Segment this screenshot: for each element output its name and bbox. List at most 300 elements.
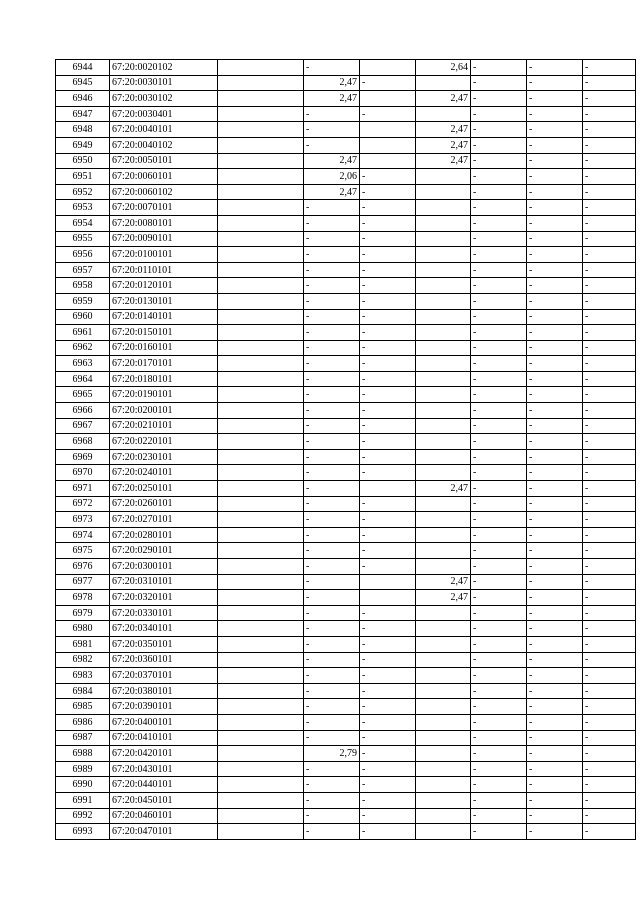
value-cell-f [471, 512, 527, 528]
data-table [55, 59, 636, 840]
value-cell-g [527, 137, 583, 153]
cell-text: 6945 [72, 77, 93, 89]
cell-text: - [362, 560, 366, 572]
cell-text: - [473, 794, 477, 806]
cell-text: - [529, 77, 533, 89]
value-cell-h [583, 418, 636, 434]
table-row [56, 481, 636, 497]
value-cell-g [527, 247, 583, 263]
cell-text: - [473, 701, 477, 713]
value-cell-h [583, 543, 636, 559]
cell-text: - [585, 810, 589, 822]
cell-text: - [473, 747, 477, 759]
cell-text: - [306, 404, 310, 416]
value-cell-f [471, 636, 527, 652]
value-cell-e [416, 652, 471, 668]
cell-text: 6964 [72, 373, 93, 385]
cell-text: - [362, 747, 366, 759]
value-cell-g [527, 512, 583, 528]
cell-text: 67:20:0370101 [112, 669, 173, 681]
table-row [56, 605, 636, 621]
cell-text: - [362, 77, 366, 89]
value-cell-h [583, 824, 636, 840]
row-number-cell [56, 668, 110, 684]
cadastral-code-cell [110, 730, 218, 746]
cell-text: - [585, 451, 589, 463]
value-cell-d [360, 496, 416, 512]
empty-cell [218, 137, 304, 153]
cell-text: 2,47 [450, 124, 468, 136]
cell-text: - [306, 623, 310, 635]
cadastral-code-cell [110, 559, 218, 575]
value-cell-h [583, 465, 636, 481]
value-cell-e [416, 106, 471, 122]
cell-text: - [306, 139, 310, 151]
cell-text: 67:20:0200101 [112, 404, 173, 416]
cell-text: - [306, 420, 310, 432]
value-cell-c [304, 418, 360, 434]
value-cell-f [471, 590, 527, 606]
value-cell-e [416, 403, 471, 419]
cell-text: 6984 [72, 685, 93, 697]
value-cell-e [416, 792, 471, 808]
cell-text: 6974 [72, 529, 93, 541]
value-cell-g [527, 652, 583, 668]
row-number-cell [56, 481, 110, 497]
cell-text: 6957 [72, 264, 93, 276]
value-cell-c [304, 169, 360, 185]
value-cell-c [304, 60, 360, 76]
cell-text: - [362, 311, 366, 323]
cell-text: - [473, 77, 477, 89]
cadastral-code-cell [110, 434, 218, 450]
value-cell-d [360, 761, 416, 777]
cell-text: - [585, 436, 589, 448]
cell-text: 67:20:0030101 [112, 77, 173, 89]
cell-text: - [306, 124, 310, 136]
value-cell-c [304, 496, 360, 512]
empty-cell [218, 714, 304, 730]
value-cell-f [471, 730, 527, 746]
cell-text: 6959 [72, 295, 93, 307]
value-cell-h [583, 278, 636, 294]
cell-text: - [585, 763, 589, 775]
cell-text: - [362, 638, 366, 650]
cadastral-code-cell [110, 512, 218, 528]
cell-text: - [306, 545, 310, 557]
value-cell-h [583, 746, 636, 762]
value-cell-f [471, 824, 527, 840]
cell-text: - [306, 685, 310, 697]
value-cell-e [416, 122, 471, 138]
value-cell-g [527, 761, 583, 777]
value-cell-c [304, 137, 360, 153]
value-cell-h [583, 215, 636, 231]
value-cell-c [304, 714, 360, 730]
table-row [56, 652, 636, 668]
cell-text: - [473, 825, 477, 837]
value-cell-c [304, 75, 360, 91]
value-cell-d [360, 621, 416, 637]
cell-text: - [585, 529, 589, 541]
row-number-cell [56, 184, 110, 200]
cell-text: 67:20:0250101 [112, 482, 173, 494]
row-number-cell [56, 387, 110, 403]
value-cell-c [304, 699, 360, 715]
row-number-cell [56, 293, 110, 309]
cell-text: - [362, 467, 366, 479]
cadastral-code-cell [110, 792, 218, 808]
value-cell-h [583, 527, 636, 543]
empty-cell [218, 668, 304, 684]
cell-text: 67:20:0400101 [112, 716, 173, 728]
cell-text: - [362, 248, 366, 260]
value-cell-g [527, 777, 583, 793]
cell-text: - [473, 92, 477, 104]
value-cell-d [360, 605, 416, 621]
cell-text: 6986 [72, 716, 93, 728]
row-number-cell [56, 75, 110, 91]
cell-text: - [585, 92, 589, 104]
empty-cell [218, 699, 304, 715]
cell-text: 6951 [72, 170, 93, 182]
cell-text: - [362, 669, 366, 681]
empty-cell [218, 543, 304, 559]
value-cell-e [416, 481, 471, 497]
cadastral-code-cell [110, 75, 218, 91]
cell-text: - [585, 233, 589, 245]
value-cell-h [583, 325, 636, 341]
value-cell-d [360, 730, 416, 746]
cell-text: 67:20:0360101 [112, 654, 173, 666]
cell-text: - [529, 716, 533, 728]
empty-cell [218, 559, 304, 575]
value-cell-c [304, 777, 360, 793]
cell-text: - [306, 529, 310, 541]
value-cell-h [583, 309, 636, 325]
empty-cell [218, 371, 304, 387]
value-cell-g [527, 496, 583, 512]
cell-text: - [473, 467, 477, 479]
table-row [56, 231, 636, 247]
value-cell-h [583, 137, 636, 153]
cell-text: - [585, 264, 589, 276]
cell-text: - [362, 420, 366, 432]
value-cell-f [471, 91, 527, 107]
cadastral-code-cell [110, 543, 218, 559]
value-cell-h [583, 714, 636, 730]
cell-text: - [362, 389, 366, 401]
value-cell-f [471, 184, 527, 200]
empty-cell [218, 590, 304, 606]
cell-text: 2,47 [450, 139, 468, 151]
cell-text: - [473, 404, 477, 416]
value-cell-d [360, 714, 416, 730]
value-cell-f [471, 262, 527, 278]
cell-text: - [529, 623, 533, 635]
value-cell-e [416, 262, 471, 278]
cell-text: - [529, 61, 533, 73]
cell-text: - [585, 311, 589, 323]
table-row [56, 403, 636, 419]
value-cell-g [527, 574, 583, 590]
cadastral-code-cell [110, 278, 218, 294]
cell-text: 67:20:0180101 [112, 373, 173, 385]
value-cell-g [527, 262, 583, 278]
value-cell-d [360, 293, 416, 309]
value-cell-e [416, 636, 471, 652]
cadastral-code-cell [110, 636, 218, 652]
cell-text: - [585, 61, 589, 73]
cell-text: - [585, 77, 589, 89]
cell-text: - [362, 763, 366, 775]
cell-text: - [306, 607, 310, 619]
value-cell-f [471, 761, 527, 777]
value-cell-g [527, 465, 583, 481]
value-cell-g [527, 559, 583, 575]
row-number-cell [56, 559, 110, 575]
cadastral-code-cell [110, 668, 218, 684]
empty-cell [218, 792, 304, 808]
cell-text: 67:20:0320101 [112, 591, 173, 603]
cell-text: 6958 [72, 280, 93, 292]
value-cell-h [583, 387, 636, 403]
table-row [56, 777, 636, 793]
row-number-cell [56, 60, 110, 76]
row-number-cell [56, 169, 110, 185]
cell-text: - [306, 248, 310, 260]
value-cell-d [360, 137, 416, 153]
value-cell-g [527, 683, 583, 699]
value-cell-d [360, 169, 416, 185]
value-cell-c [304, 200, 360, 216]
cell-text: 6972 [72, 498, 93, 510]
cell-text: - [362, 233, 366, 245]
cell-text: 6961 [72, 326, 93, 338]
value-cell-e [416, 340, 471, 356]
row-number-cell [56, 434, 110, 450]
value-cell-f [471, 231, 527, 247]
cell-text: - [529, 560, 533, 572]
table-row [56, 730, 636, 746]
row-number-cell [56, 605, 110, 621]
cell-text: 67:20:0030102 [112, 92, 173, 104]
value-cell-c [304, 278, 360, 294]
value-cell-d [360, 590, 416, 606]
cell-text: 6968 [72, 436, 93, 448]
value-cell-g [527, 668, 583, 684]
cadastral-code-cell [110, 371, 218, 387]
value-cell-c [304, 215, 360, 231]
empty-cell [218, 465, 304, 481]
row-number-cell [56, 652, 110, 668]
value-cell-h [583, 605, 636, 621]
empty-cell [218, 231, 304, 247]
row-number-cell [56, 792, 110, 808]
value-cell-g [527, 714, 583, 730]
value-cell-h [583, 590, 636, 606]
table-row [56, 247, 636, 263]
value-cell-g [527, 215, 583, 231]
cell-text: 6982 [72, 654, 93, 666]
value-cell-e [416, 730, 471, 746]
cell-text: - [306, 280, 310, 292]
table-row [56, 325, 636, 341]
cell-text: - [473, 295, 477, 307]
empty-cell [218, 636, 304, 652]
value-cell-c [304, 824, 360, 840]
cell-text: - [529, 358, 533, 370]
cell-text: - [585, 716, 589, 728]
value-cell-h [583, 559, 636, 575]
value-cell-d [360, 636, 416, 652]
cell-text: - [529, 186, 533, 198]
cadastral-code-cell [110, 621, 218, 637]
empty-cell [218, 262, 304, 278]
cadastral-code-cell [110, 418, 218, 434]
cell-text: - [362, 373, 366, 385]
cell-text: - [529, 779, 533, 791]
cell-text: 67:20:0190101 [112, 389, 173, 401]
cell-text: - [473, 280, 477, 292]
cell-text: - [473, 591, 477, 603]
cell-text: - [473, 420, 477, 432]
value-cell-f [471, 559, 527, 575]
cell-text: - [585, 794, 589, 806]
value-cell-c [304, 808, 360, 824]
value-cell-e [416, 215, 471, 231]
cell-text: 6993 [72, 825, 93, 837]
cell-text: - [473, 685, 477, 697]
cell-text: 6978 [72, 591, 93, 603]
cadastral-code-cell [110, 808, 218, 824]
cell-text: 67:20:0280101 [112, 529, 173, 541]
value-cell-f [471, 481, 527, 497]
cell-text: 67:20:0210101 [112, 420, 173, 432]
cell-text: - [306, 264, 310, 276]
cell-text: - [306, 701, 310, 713]
value-cell-f [471, 247, 527, 263]
value-cell-c [304, 293, 360, 309]
value-cell-g [527, 699, 583, 715]
value-cell-h [583, 403, 636, 419]
value-cell-f [471, 527, 527, 543]
cadastral-code-cell [110, 340, 218, 356]
value-cell-c [304, 512, 360, 528]
cell-text: - [585, 248, 589, 260]
row-number-cell [56, 543, 110, 559]
cell-text: 6946 [72, 92, 93, 104]
cell-text: 67:20:0290101 [112, 545, 173, 557]
cadastral-code-cell [110, 683, 218, 699]
empty-cell [218, 605, 304, 621]
value-cell-f [471, 153, 527, 169]
empty-cell [218, 777, 304, 793]
value-cell-h [583, 169, 636, 185]
value-cell-g [527, 122, 583, 138]
value-cell-g [527, 730, 583, 746]
value-cell-e [416, 184, 471, 200]
value-cell-d [360, 652, 416, 668]
cell-text: - [585, 701, 589, 713]
cell-text: 67:20:0300101 [112, 560, 173, 572]
cell-text: 67:20:0410101 [112, 732, 173, 744]
cell-text: - [362, 108, 366, 120]
cell-text: - [306, 61, 310, 73]
cell-text: - [473, 514, 477, 526]
value-cell-f [471, 387, 527, 403]
cell-text: 67:20:0310101 [112, 576, 173, 588]
table-row [56, 496, 636, 512]
value-cell-h [583, 75, 636, 91]
value-cell-g [527, 621, 583, 637]
row-number-cell [56, 215, 110, 231]
cell-text: - [529, 825, 533, 837]
value-cell-f [471, 574, 527, 590]
cell-text: 6965 [72, 389, 93, 401]
value-cell-e [416, 137, 471, 153]
value-cell-c [304, 325, 360, 341]
cell-text: - [473, 124, 477, 136]
cell-text: - [473, 170, 477, 182]
value-cell-g [527, 590, 583, 606]
cell-text: - [585, 607, 589, 619]
value-cell-g [527, 184, 583, 200]
table-row [56, 527, 636, 543]
cell-text: - [529, 342, 533, 354]
value-cell-d [360, 106, 416, 122]
value-cell-h [583, 730, 636, 746]
value-cell-h [583, 340, 636, 356]
value-cell-h [583, 808, 636, 824]
cell-text: - [362, 358, 366, 370]
value-cell-e [416, 574, 471, 590]
table-row [56, 387, 636, 403]
empty-cell [218, 808, 304, 824]
value-cell-c [304, 792, 360, 808]
table-row [56, 559, 636, 575]
value-cell-e [416, 325, 471, 341]
cell-text: - [585, 638, 589, 650]
cell-text: - [529, 638, 533, 650]
cell-text: - [362, 498, 366, 510]
row-number-cell [56, 371, 110, 387]
cell-text: - [306, 326, 310, 338]
value-cell-d [360, 808, 416, 824]
value-cell-f [471, 434, 527, 450]
cell-text: 67:20:0130101 [112, 295, 173, 307]
value-cell-c [304, 621, 360, 637]
table-row [56, 75, 636, 91]
value-cell-c [304, 122, 360, 138]
value-cell-e [416, 418, 471, 434]
cell-text: - [529, 311, 533, 323]
cell-text: - [529, 170, 533, 182]
value-cell-f [471, 652, 527, 668]
cell-text: 67:20:0430101 [112, 763, 173, 775]
cadastral-code-cell [110, 652, 218, 668]
value-cell-h [583, 683, 636, 699]
value-cell-d [360, 527, 416, 543]
table-row [56, 512, 636, 528]
cadastral-code-cell [110, 481, 218, 497]
value-cell-d [360, 247, 416, 263]
cell-text: - [585, 747, 589, 759]
value-cell-g [527, 543, 583, 559]
cell-text: 6973 [72, 514, 93, 526]
table-row [56, 184, 636, 200]
row-number-cell [56, 496, 110, 512]
